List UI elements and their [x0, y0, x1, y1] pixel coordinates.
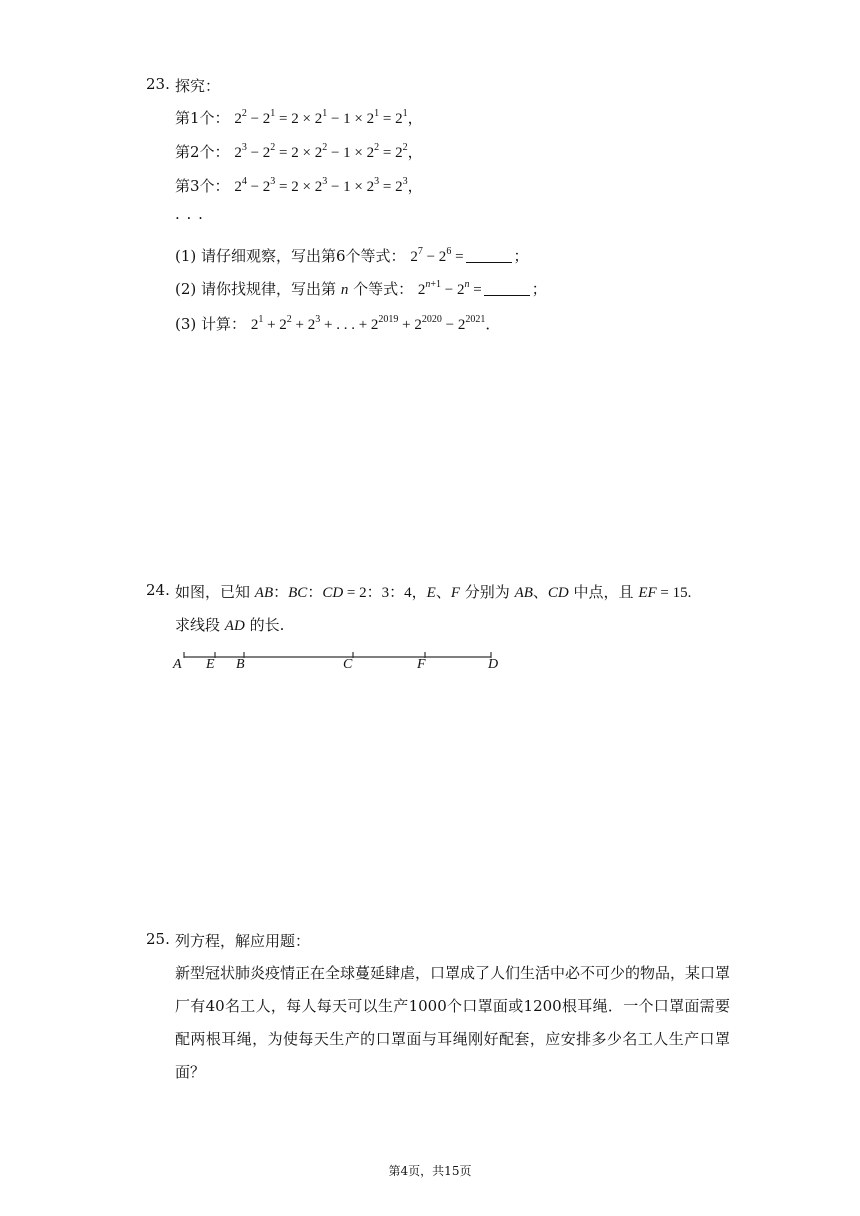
q23-part1-suffix: ；: [513, 247, 529, 265]
point-label-f: F: [417, 657, 426, 672]
q23-part1-eq: $2^7 - 2^6$ =: [410, 246, 464, 265]
q24-text2: 分别为: [464, 583, 510, 601]
q23-line3-label: 第3个：: [175, 177, 230, 195]
point-label-c: C: [343, 657, 353, 672]
q24-line2-text: 求线段: [175, 616, 221, 634]
segment-diagram: [170, 645, 515, 680]
q23-part2-n: n: [340, 282, 349, 298]
point-label-e: E: [206, 657, 215, 672]
q24-ef: EF = 15.: [638, 585, 692, 601]
q24-line1: [175, 581, 691, 602]
q23-line2: [175, 141, 423, 162]
q24-segs: AB、CD: [514, 585, 569, 601]
q23-part2-blank[interactable]: [484, 281, 530, 296]
q24-ratio: AB：BC：CD = 2：3：4，E、F: [254, 585, 460, 601]
q23-part2-mid: 个等式：: [353, 280, 414, 298]
q23-part1-prefix: (1) 请仔细观察，写出第6个等式：: [175, 247, 406, 265]
q23-part2-suffix: ；: [531, 280, 547, 298]
q24-number: 24.: [146, 581, 170, 599]
q23-line2-label: 第2个：: [175, 143, 230, 161]
q23-title: 探究：: [175, 77, 221, 95]
q23-line1-label: 第1个：: [175, 109, 230, 127]
q23-part2: [175, 278, 547, 299]
q23-line1-eq: $2^2 - 2^1 = 2 \times 2^1 - 1 \times 2^1 = 2^1$，: [234, 108, 423, 127]
q24-ad: AD: [224, 618, 245, 634]
q24-text3: 中点，且: [573, 583, 634, 601]
q23-part1: [175, 245, 529, 266]
q25-number: 25.: [146, 930, 170, 948]
q23-line3-eq: $2^4 - 2^3 = 2 \times 2^3 - 1 \times 2^3 = 2^3$，: [234, 176, 423, 195]
q23-part3: [175, 313, 500, 334]
q23-line3: [175, 175, 423, 196]
q23-ellipsis: . . .: [175, 205, 204, 223]
q23-part2-eq: $2^{n+1} - 2^n$ =: [417, 279, 482, 298]
q25-title: 列方程，解应用题：: [175, 932, 311, 950]
q24-line2: [175, 614, 284, 635]
q23-line1: [175, 107, 423, 128]
q25-body: 新型冠状肺炎疫情正在全球蔓延肆虐，口罩成了人们生活中必不可少的物品，某口罩厂有40名工人，每人每天可以生产1000个口罩面或1200根耳绳．一个口罩面需要配两根耳绳，为使每天生产的口罩面与耳绳刚好配套，应安排多少名工人生产口罩面？: [175, 964, 731, 1081]
q23-part3-eq: $2^1 + 2^2 + 2^3$ + . . . + $2^{2019} + 2^{2020} - 2^{2021}$．: [250, 314, 501, 333]
q23-part3-prefix: (3) 计算：: [175, 315, 247, 333]
page-footer: 第4页，共15页: [388, 1164, 472, 1178]
q24-text1: 如图，已知: [175, 583, 251, 601]
q23-part1-blank[interactable]: [466, 248, 512, 263]
q23-number: 23.: [146, 75, 170, 93]
q23-part2-prefix: (2) 请你找规律，写出第: [175, 280, 337, 298]
point-label-d: D: [488, 657, 499, 672]
q24-line2-end: 的长.: [249, 616, 285, 634]
point-label-a: A: [173, 657, 182, 672]
point-label-b: B: [236, 657, 245, 672]
q23-line2-eq: $2^3 - 2^2 = 2 \times 2^2 - 1 \times 2^2 = 2^2$，: [234, 142, 423, 161]
